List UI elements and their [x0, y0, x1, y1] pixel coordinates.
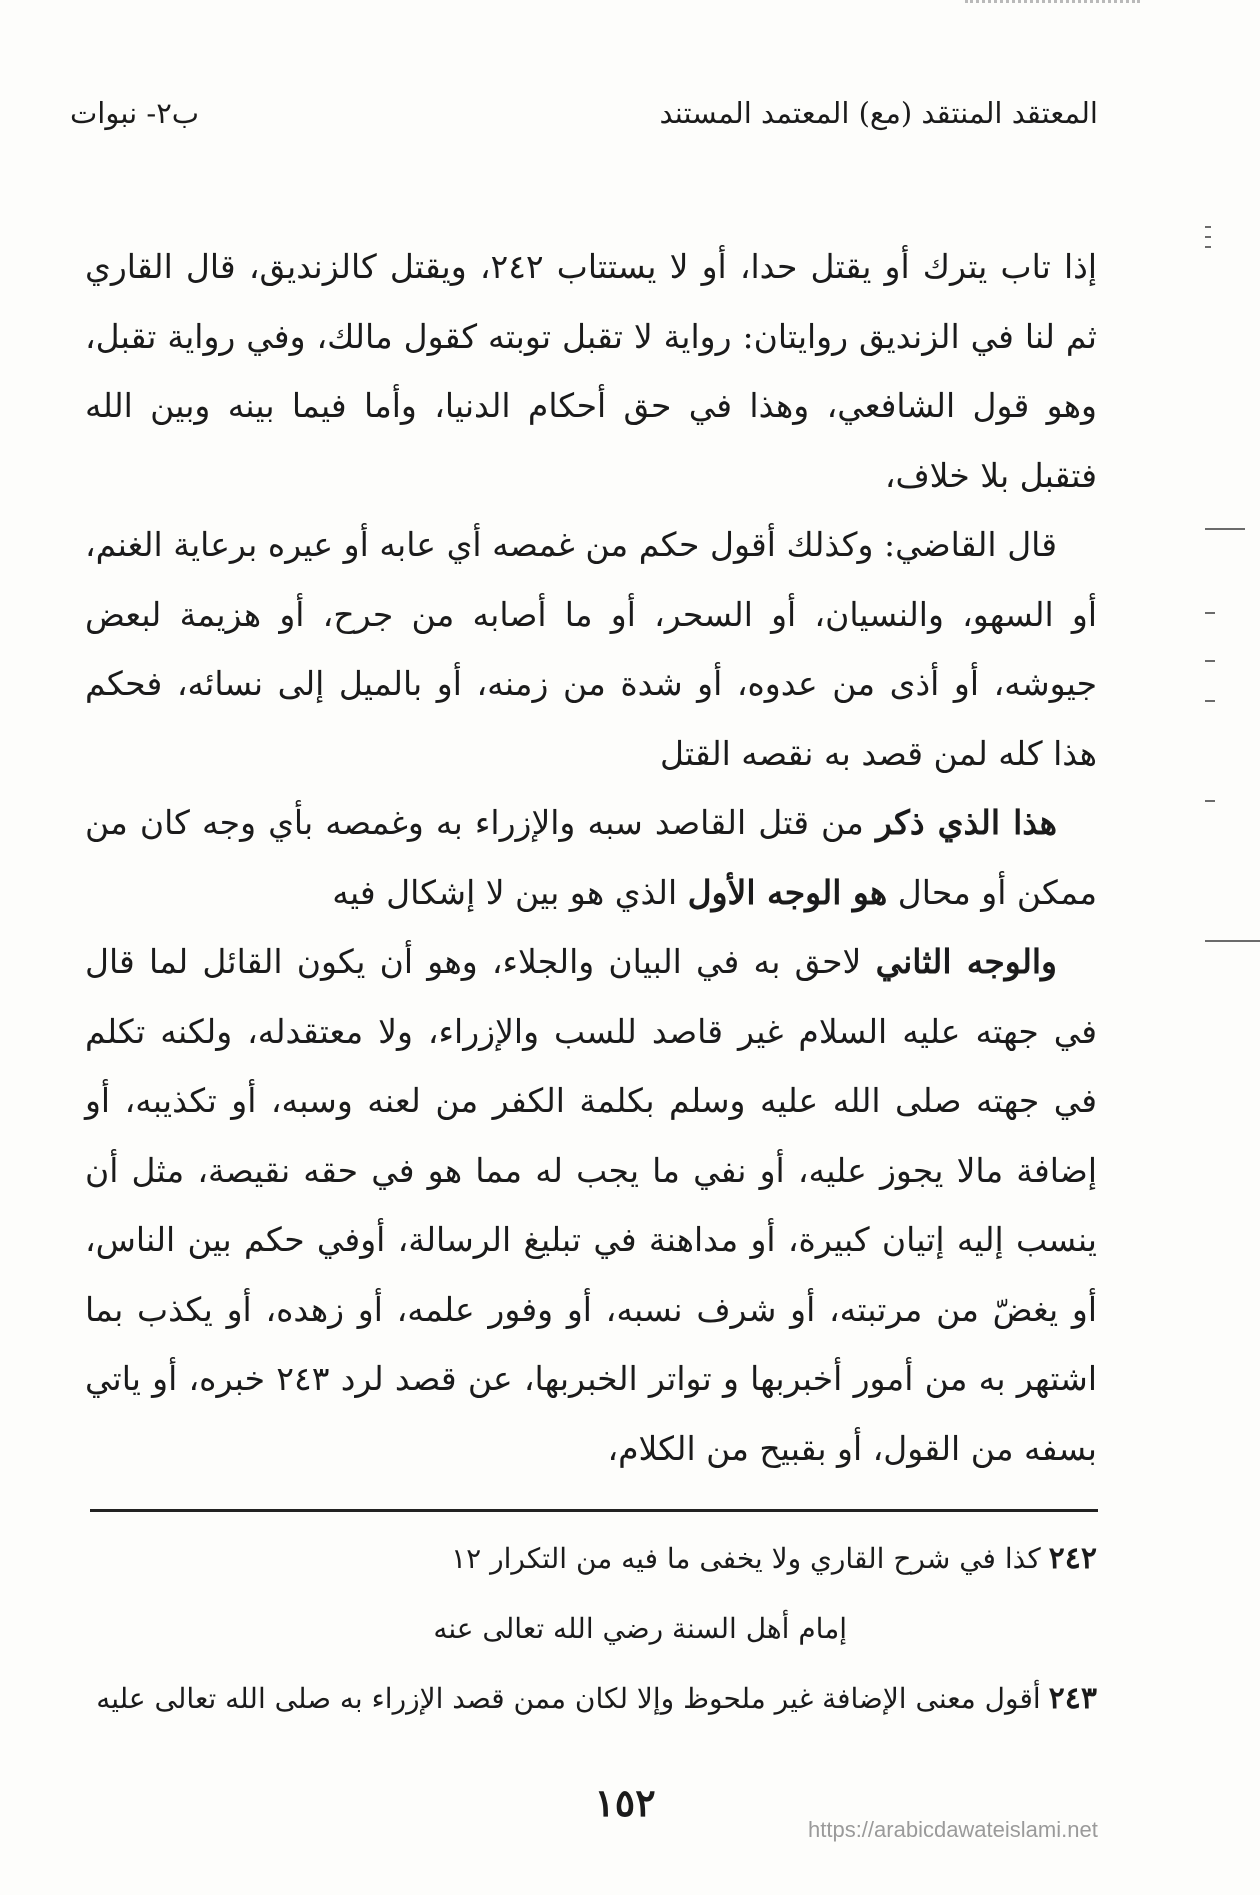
margin-tick — [1205, 700, 1215, 702]
footnote-text: أقول معنى الإضافة غير ملحوظ وإلا لكان ممن قصد الإزراء به صلى الله تعالى عليه — [96, 1682, 1041, 1715]
paragraph-4 — [85, 927, 1097, 1483]
footnote-separator — [90, 1509, 1098, 1512]
margin-tick-marks — [1205, 0, 1260, 1895]
body-text — [85, 232, 1097, 1483]
watermark-url: https://arabicdawateislami.net — [808, 1817, 1098, 1842]
text-segment: من قتل القاصد سبه والإزراء به وغمصه بأي وجه كان من ممكن أو محال — [85, 803, 1097, 912]
footnote-243 — [85, 1675, 1097, 1723]
bold-phrase: هو الوجه الأول — [687, 872, 888, 912]
running-title: المعتقد المنتقد (مع) المعتمد المستند — [659, 96, 1098, 130]
paragraph-2 — [85, 510, 1097, 788]
margin-tick — [1205, 246, 1211, 248]
footnote-242 — [85, 1535, 1097, 1583]
page-number: ١٥٢ — [594, 1780, 656, 1825]
bold-phrase: والوجه الثاني — [875, 942, 1057, 981]
paragraph-1 — [85, 232, 1097, 510]
margin-tick — [1205, 528, 1245, 530]
footnote-text: كذا في شرح القاري ولا يخفى ما فيه من التكرار ١٢ — [451, 1542, 1041, 1575]
section-label: ب٢- نبوات — [70, 96, 200, 130]
footnote-number: ٢٤٣ — [1048, 1681, 1097, 1716]
bold-phrase: هذا الذي ذكر — [875, 803, 1058, 842]
page-header — [70, 96, 1098, 142]
paragraph-3 — [85, 788, 1097, 927]
text-segment: إذا تاب يترك أو يقتل حدا، أو لا يستتاب ٢٤٢، ويقتل كالزنديق، قال القاري ثم لنا في الزنديق روايتان: رواية لا تقبل توبته كقول مالك، وفي رواية تقبل، وهو قول الشافعي، وهذا في حق أحكام الدنيا، وأما فيما بينه وبين الله فتقبل بلا خلاف، — [85, 247, 1097, 495]
margin-tick — [1205, 612, 1215, 614]
margin-tick — [1205, 800, 1215, 802]
text-segment: قال القاضي: وكذلك أقول حكم من غمصه أي عابه أو عيره برعاية الغنم، أو السهو، والنسيان، أو السحر، أو ما أصابه من جرح، أو هزيمة لبعض جيوشه، أو أذى من عدوه، أو شدة من زمنه، أو بالميل إلى نسائه، فحكم هذا كله لمن قصد به نقصه القتل — [85, 525, 1097, 773]
text-segment: الذي هو بين لا إشكال فيه — [332, 872, 688, 912]
margin-tick — [1205, 940, 1260, 942]
footnote-number: ٢٤٢ — [1048, 1541, 1097, 1576]
margin-tick — [1205, 236, 1211, 238]
footnotes — [85, 1535, 1097, 1745]
margin-tick — [1205, 660, 1215, 662]
text-segment: لاحق به في البيان والجلاء، وهو أن يكون القائل لما قال في جهته عليه السلام غير قاصد للسب والإزراء، ولا معتقدله، ولكنه تكلم في جهته صلى الله عليه وسلم بكلمة الكفر من لعنه وسبه، أو تكذيبه، أو إضافة مالا يجوز عليه، أو نفي ما يجب له مما هو في حقه نقيصة، مثل أن ينسب إليه إتيان كبيرة، أو مداهنة في تبليغ الرسالة، أوفي حكم بين الناس، أو يغضّ من مرتبته، أو شرف نسبه، أو وفور علمه، أو زهده، أو يكذب بما اشتهر به من أمور أخبربها و تواتر الخبربها، عن قصد لرد ٢٤٣ خبره، أو ياتي بسفه من القول، أو بقبيح من الكلام، — [85, 942, 1097, 1468]
margin-tick — [1205, 226, 1211, 228]
footnote-attribution: إمام أهل السنة رضي الله تعالى عنه — [433, 1612, 847, 1645]
scan-artifact — [965, 0, 1140, 11]
